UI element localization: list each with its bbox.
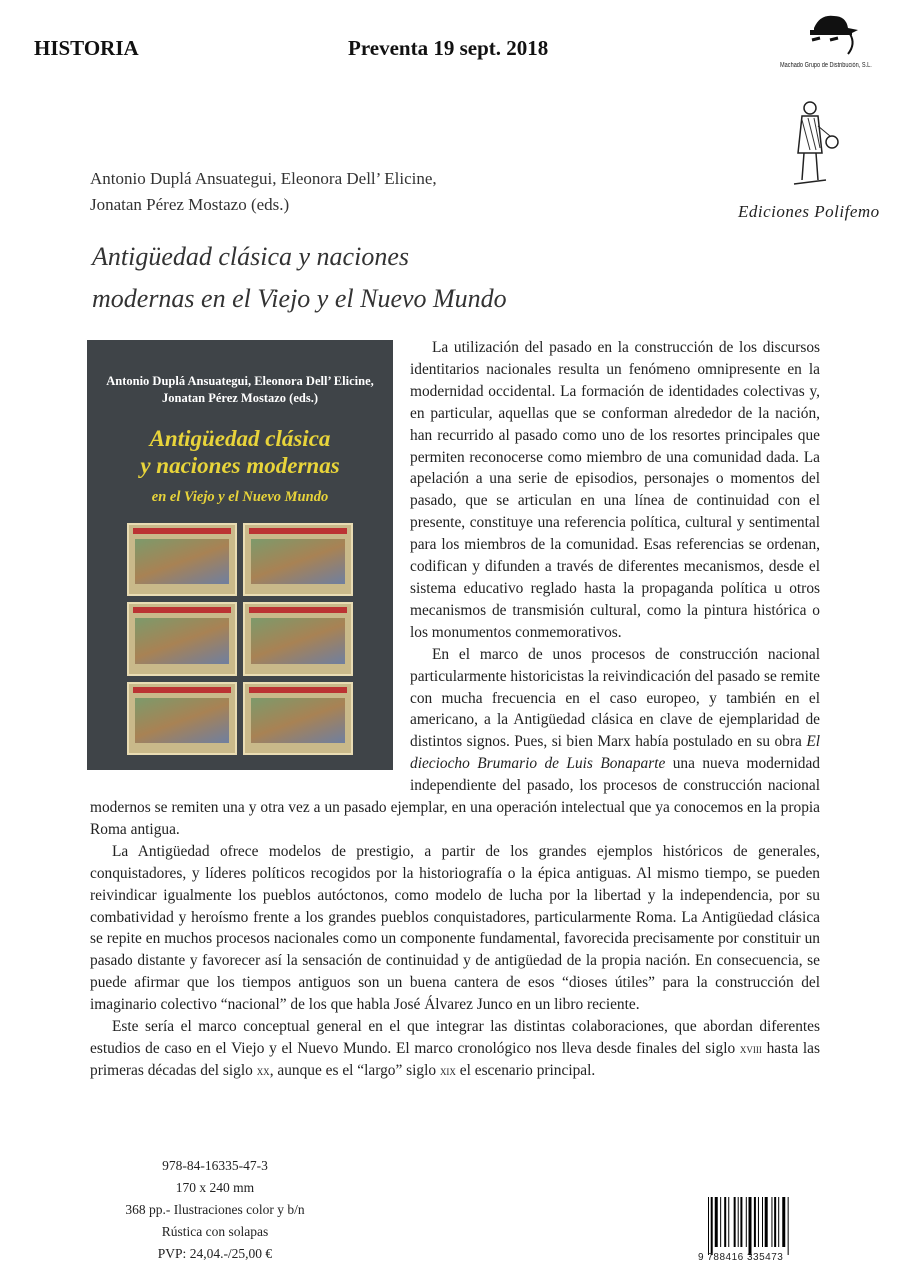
cover-title-line: Antigüedad clásica [149,426,331,451]
isbn: 978-84-16335-47-3 [162,1158,268,1173]
cover-title-line: y naciones modernas [140,453,340,478]
cover-card-image [127,523,237,596]
text-span: En el marco de unos procesos de construcción nacional particularmente historicistas la reivindicación del pasado se remite con mucha frecuencia en el caso europeo, y también en el americano, a la Antigüedad clásica en clave de ejemplaridad de distintos signos. Pues, si bien Marx había postulado en su obra [410,645,820,751]
text-span: Este sería el marco conceptual general en el que integrar las distintas colaboraciones, que abordan diferentes estudios de caso en el Viejo y el Nuevo Mundo. El marco cronológico nos lleva desde finales del siglo [90,1018,820,1057]
cover-authors-line: Antonio Duplá Ansuategui, Eleonora Dell’ Elicine, [106,374,374,388]
cover-illustration-grid [127,523,353,755]
cover-card-image [127,682,237,755]
paragraph [90,1016,820,1082]
cover-authors [87,373,393,407]
work-title: El dieciocho Brumario de Luis Bonaparte [410,733,820,773]
category-label: HISTORIA [34,36,139,60]
presale-date: Preventa 19 sept. 2018 [348,36,549,60]
book-specs [90,1155,340,1265]
book-title [92,236,507,320]
text-span: hasta las primeras décadas del siglo [90,1040,821,1079]
century-numeral: xviii [739,1041,762,1056]
cover-card-image [243,523,353,596]
title-line: Antigüedad clásica y naciones [92,242,409,271]
book-cover-image [87,340,393,770]
text-span: el escenario principal. [455,1061,596,1079]
cover-subtitle: en el Viejo y el Nuevo Mundo [151,489,329,505]
authors-line: Jonatan Pérez Mostazo (eds.) [90,195,290,214]
title-line: modernas en el Viejo y el Nuevo Mundo [92,284,507,313]
binding: Rústica con solapas [161,1224,269,1239]
paragraph: La utilización del pasado en la construcción de los discursos identitarios nacionales resulta un fenómeno omnipresente en la modernidad occidental. La formación de identidades colectivas y, en particular, aquellas que se conforman alrededor de la nación, han recurrido al pasado como uno de los resortes principales que permiten reconocerse como miembro de una comunidad dada. La apelación a una serie de episodios, personajes o momentos del pasado, que se articulan en una línea de continuidad con el presente, constituye una referencia política, cultural y sentimental para los miembros de la comunidad. Esas referencias se ordenan, codifican y difunden a través de diferentes mecanismos, desde el sistema educativo reglado hasta la propaganda política u otros mecanismos de transmisión cultural, como la pintura histórica o los monumentos conmemorativos. [410,339,820,641]
cover-card-image [243,682,353,755]
century-numeral: xix [439,1062,456,1078]
barcode-number: 9 788416 335473 [698,1252,784,1263]
text-span: , aunque es el “largo” siglo [269,1061,440,1079]
publisher-name: Ediciones Polifemo [738,202,880,221]
distributor-name: Machado Grupo de Distribución, S.L. [780,62,872,69]
publisher-figure-icon [790,98,840,188]
distributor-logo-icon [800,14,862,56]
cover-card-image [127,602,237,675]
cover-container [90,337,410,795]
cover-card-image [243,602,353,675]
book-authors [90,166,437,218]
paragraph: La Antigüedad ofrece modelos de prestigio, a partir de los grandes ejemplos históricos de generales, conquistadores, y líderes políticos recogidos por la historiografía o la épica antiguas. Al mismo tiempo, se pueden reivindicar igualmente los pueblos autóctonos, como modelo de lucha por la libertad y la independencia, por su combatividad y heroísmo frente a los grandes pueblos conquistadores, particularmente Roma. La Antigüedad clásica se repite en muchos procesos nacionales como un componente fundamental, favorecida precisamente por constituir un pasado distante y favorecer así la sensación de continuidad y de antigüedad de la propia nación. En consecuencia, se puede afirmar que los tiempos antiguos son un buena cantera de esos “dioses útiles” para la construcción del imaginario colectivo “nacional” de los que habla José Álvarez Junco en un libro reciente. [90,842,820,1014]
page-count: 368 pp.- Ilustraciones color y b/n [125,1202,305,1217]
cover-title [87,425,393,479]
text-span: una nueva modernidad independiente del pasado, los procesos de construcción nacional modernos se remiten una y otra vez a un pasado ejemplar, en una operación intelectual que ya conocemos en la propia Roma antigua. [90,755,820,838]
cover-authors-line: Jonatan Pérez Mostazo (eds.) [162,391,318,405]
authors-line: Antonio Duplá Ansuategui, Eleonora Dell’ Elicine, [90,169,437,188]
description-text [90,337,820,1082]
dimensions: 170 x 240 mm [175,1180,255,1195]
barcode-icon [700,1197,820,1255]
century-numeral: xx [256,1062,270,1078]
price: PVP: 24,04.-/25,00 € [157,1246,273,1261]
